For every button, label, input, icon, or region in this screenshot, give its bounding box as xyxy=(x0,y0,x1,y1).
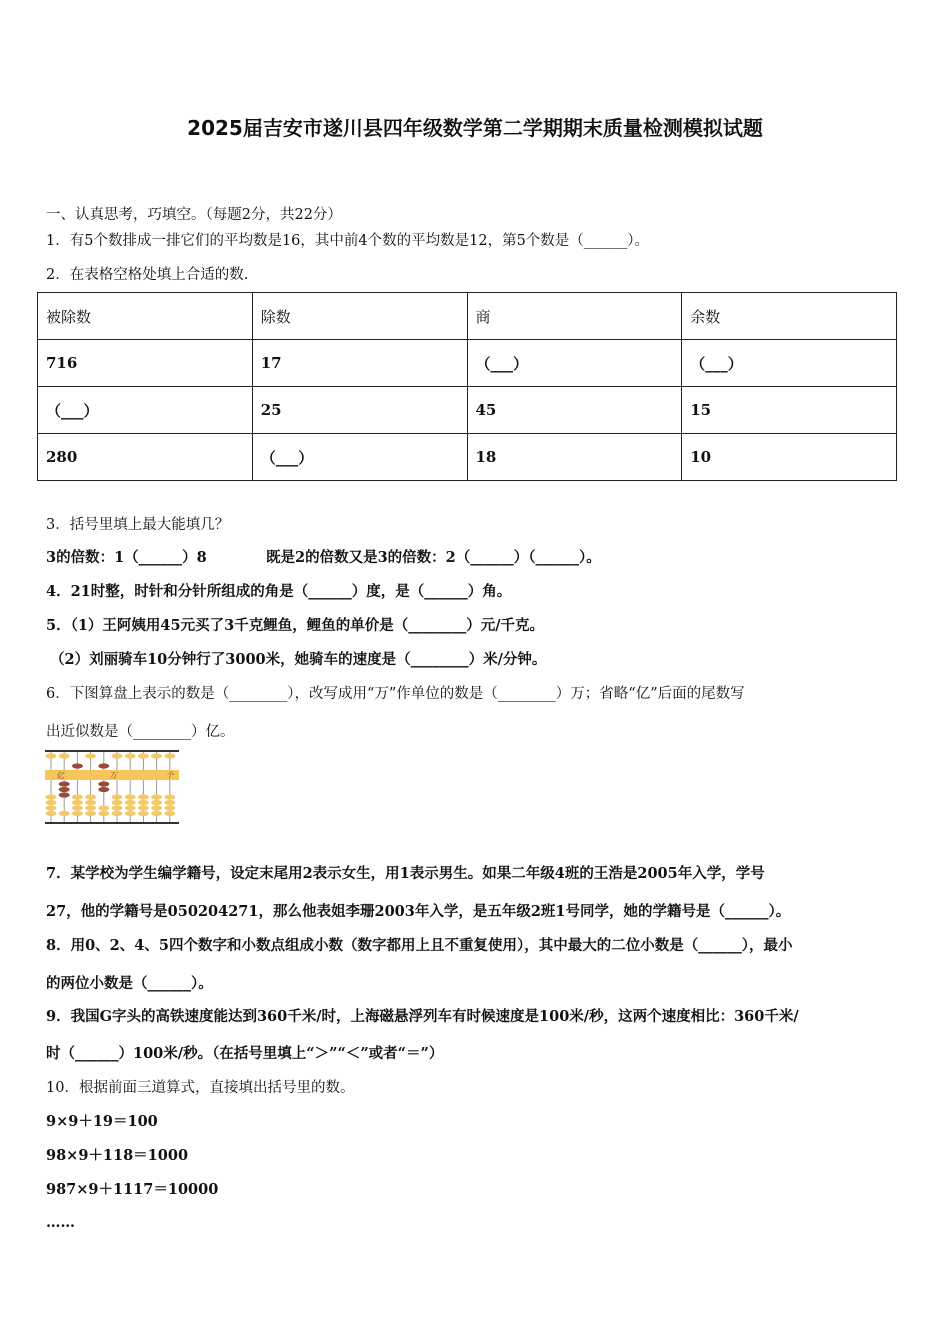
question-10-equation-2: 98×9＋118＝1000 xyxy=(46,1147,189,1164)
question-6-line-2: 出近似数是（________）亿。 xyxy=(46,724,235,740)
section-heading: 一、认真思考，巧填空。（每题2分，共22分） xyxy=(46,207,342,223)
question-7-line-1: 7．某学校为学生编学籍号，设定末尾用2表示女生，用1表示男生。如果二年级4班的王浩是2005年入学，学号 xyxy=(46,865,765,882)
svg-text:个: 个 xyxy=(165,771,174,780)
question-2: 2．在表格空格处填上合适的数. xyxy=(46,267,249,283)
table-cell: 18 xyxy=(467,434,682,481)
svg-text:亿: 亿 xyxy=(56,771,65,780)
table-row xyxy=(38,387,897,434)
table-header: 被除数 xyxy=(38,293,253,340)
question-3-part-b: 既是2的倍数又是3的倍数：2（______）（______）。 xyxy=(266,549,601,566)
table-cell: 15 xyxy=(682,387,897,434)
question-1: 1．有5个数排成一排它们的平均数是16，其中前4个数的平均数是12，第5个数是（______）。 xyxy=(46,233,650,249)
question-8-line-1: 8．用0、2、4、5四个数字和小数点组成小数（数字都用上且不重复使用），其中最大的二位小数是（______），最小 xyxy=(46,937,793,954)
question-8-line-2: 的两位小数是（______）。 xyxy=(46,975,213,992)
table-cell: 25 xyxy=(252,387,467,434)
table-cell: 45 xyxy=(467,387,682,434)
question-4: 4．21时整，时针和分针所组成的角是（______）度，是（______）角。 xyxy=(46,583,512,600)
table-row xyxy=(38,434,897,481)
question-3-title: 3．括号里填上最大能填几？ xyxy=(46,517,230,533)
table-cell: （___） xyxy=(682,340,897,387)
table-header: 余数 xyxy=(682,293,897,340)
table-row xyxy=(38,340,897,387)
question-10-equation-1: 9×9＋19＝100 xyxy=(46,1113,158,1130)
svg-text:万: 万 xyxy=(109,771,117,780)
question-6-line-1: 6．下图算盘上表示的数是（________），改写成用“万”作单位的数是（________）万；省略“亿”后面的尾数写 xyxy=(46,686,745,702)
question-10-equation-3: 987×9＋1117＝10000 xyxy=(46,1181,219,1198)
table-header: 除数 xyxy=(252,293,467,340)
question-9-line-1: 9．我国G字头的高铁速度能达到360千米/时，上海磁悬浮列车有时候速度是100米/秒，这两个速度相比：360千米/ xyxy=(46,1008,799,1025)
table-header: 商 xyxy=(467,293,682,340)
question-3-part-a: 3的倍数：1（______）8 xyxy=(46,549,207,566)
table-cell: （___） xyxy=(467,340,682,387)
division-table xyxy=(37,292,897,481)
table-cell: （___） xyxy=(38,387,253,434)
table-header-row xyxy=(38,293,897,340)
table-cell: （___） xyxy=(252,434,467,481)
question-9-line-2: 时（______）100米/秒。（在括号里填上“＞”“＜”或者“＝”） xyxy=(46,1045,444,1062)
table-cell: 17 xyxy=(252,340,467,387)
table-cell: 716 xyxy=(38,340,253,387)
question-10-title: 10．根据前面三道算式，直接填出括号里的数。 xyxy=(46,1080,355,1096)
question-5-part-1: 5．（1）王阿姨用45元买了3千克鲤鱼，鲤鱼的单价是（________）元/千克。 xyxy=(46,617,544,634)
question-10-ellipsis: …… xyxy=(46,1214,75,1231)
page-title: 2025届吉安市遂川县四年级数学第二学期期末质量检测模拟试题 xyxy=(187,116,763,140)
question-5-part-2: （2）刘丽骑车10分钟行了3000米，她骑车的速度是（________）米/分钟。 xyxy=(50,651,547,668)
table-cell: 280 xyxy=(38,434,253,481)
table-cell: 10 xyxy=(682,434,897,481)
question-7-line-2: 27，他的学籍号是050204271，那么他表姐李珊2003年入学，是五年级2班1号同学，她的学籍号是（______）。 xyxy=(46,903,791,920)
abacus-image xyxy=(45,750,179,824)
